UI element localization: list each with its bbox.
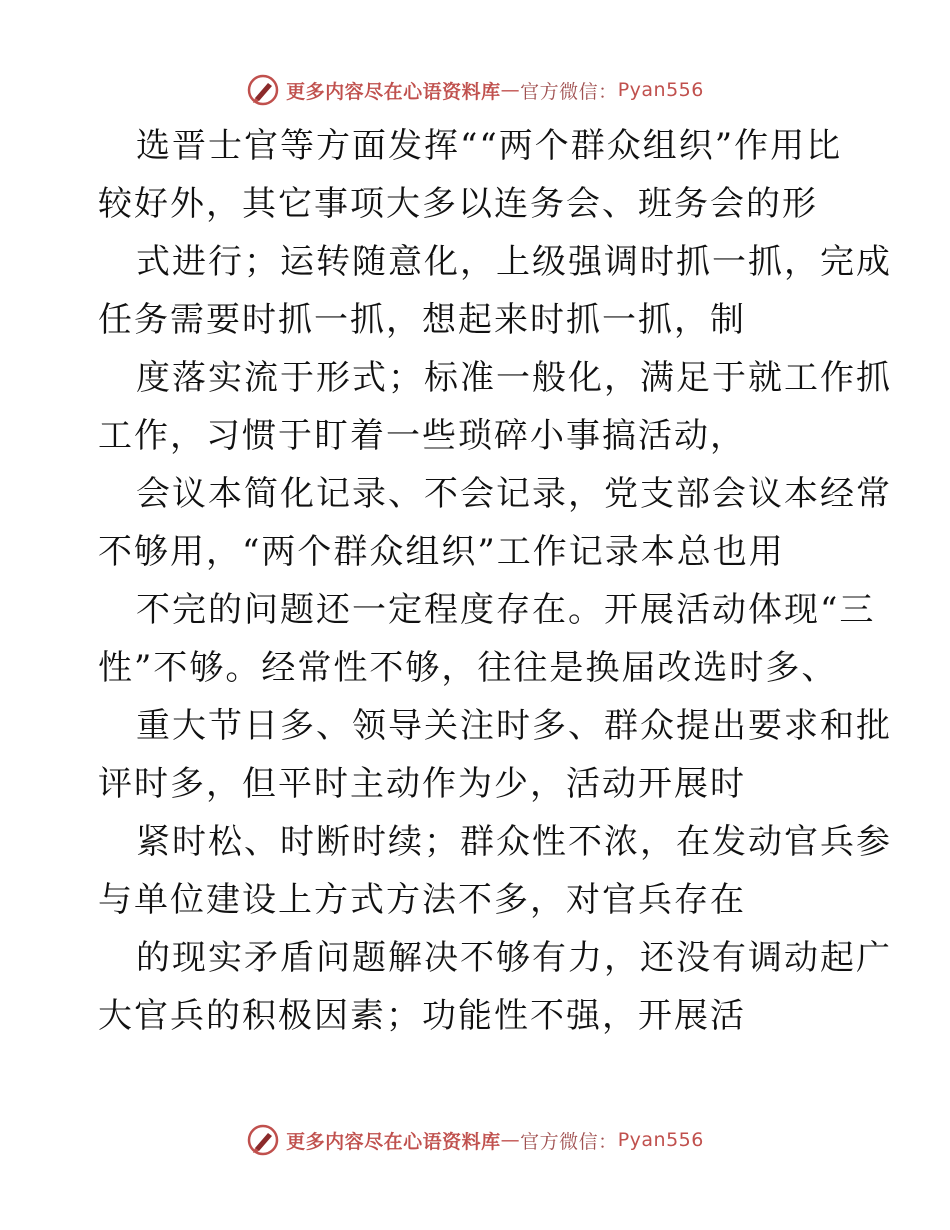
body-line: 任务需要时抓一抓，想起来时抓一抓，制: [98, 300, 746, 340]
body-line: 评时多，但平时主动作为少，活动开展时: [98, 764, 746, 804]
body-line: 紧时松、时断时续；群众性不浓，在发动官兵参: [136, 822, 892, 862]
body-line: 不够用，“两个群众组织”工作记录本总也用: [98, 532, 785, 572]
body-line: 会议本简化记录、不会记录，党支部会议本经常: [136, 474, 892, 514]
banner-wechat-label: 官方微信：: [520, 80, 618, 103]
body-line: 较好外，其它事项大多以连务会、班务会的形: [98, 184, 818, 224]
pen-logo-icon: [246, 1123, 280, 1157]
header-banner: [0, 70, 950, 110]
banner-wechat-id: Pyan556: [617, 1129, 704, 1151]
banner-text: [286, 77, 704, 104]
body-line: 大官兵的积极因素；功能性不强，开展活: [98, 996, 746, 1036]
banner-dash: —: [500, 79, 521, 101]
body-line: 度落实流于形式；标准一般化，满足于就工作抓: [136, 358, 892, 398]
banner-dash: —: [500, 1129, 521, 1151]
banner-main-text: 更多内容尽在心语资料库: [286, 1130, 501, 1153]
footer-banner: [0, 1120, 950, 1160]
banner-text: [286, 1127, 704, 1154]
banner-main-text: 更多内容尽在心语资料库: [286, 80, 501, 103]
body-line: 工作，习惯于盯着一些琐碎小事搞活动，: [98, 416, 746, 456]
banner-wechat-id: Pyan556: [617, 79, 704, 101]
body-line: 不完的问题还一定程度存在。开展活动体现“三: [136, 590, 876, 630]
pen-logo-icon: [246, 73, 280, 107]
body-line: 选晋士官等方面发挥““两个群众组织”作用比: [136, 126, 843, 166]
body-line: 的现实矛盾问题解决不够有力，还没有调动起广: [136, 938, 892, 978]
banner-wechat-label: 官方微信：: [520, 1130, 618, 1153]
body-line: 式进行；运转随意化，上级强调时抓一抓，完成: [136, 242, 892, 282]
body-line: 重大节日多、领导关注时多、群众提出要求和批: [136, 706, 892, 746]
body-line: 与单位建设上方式方法不多，对官兵存在: [98, 880, 746, 920]
body-line: 性”不够。经常性不够，往往是换届改选时多、: [98, 648, 838, 688]
